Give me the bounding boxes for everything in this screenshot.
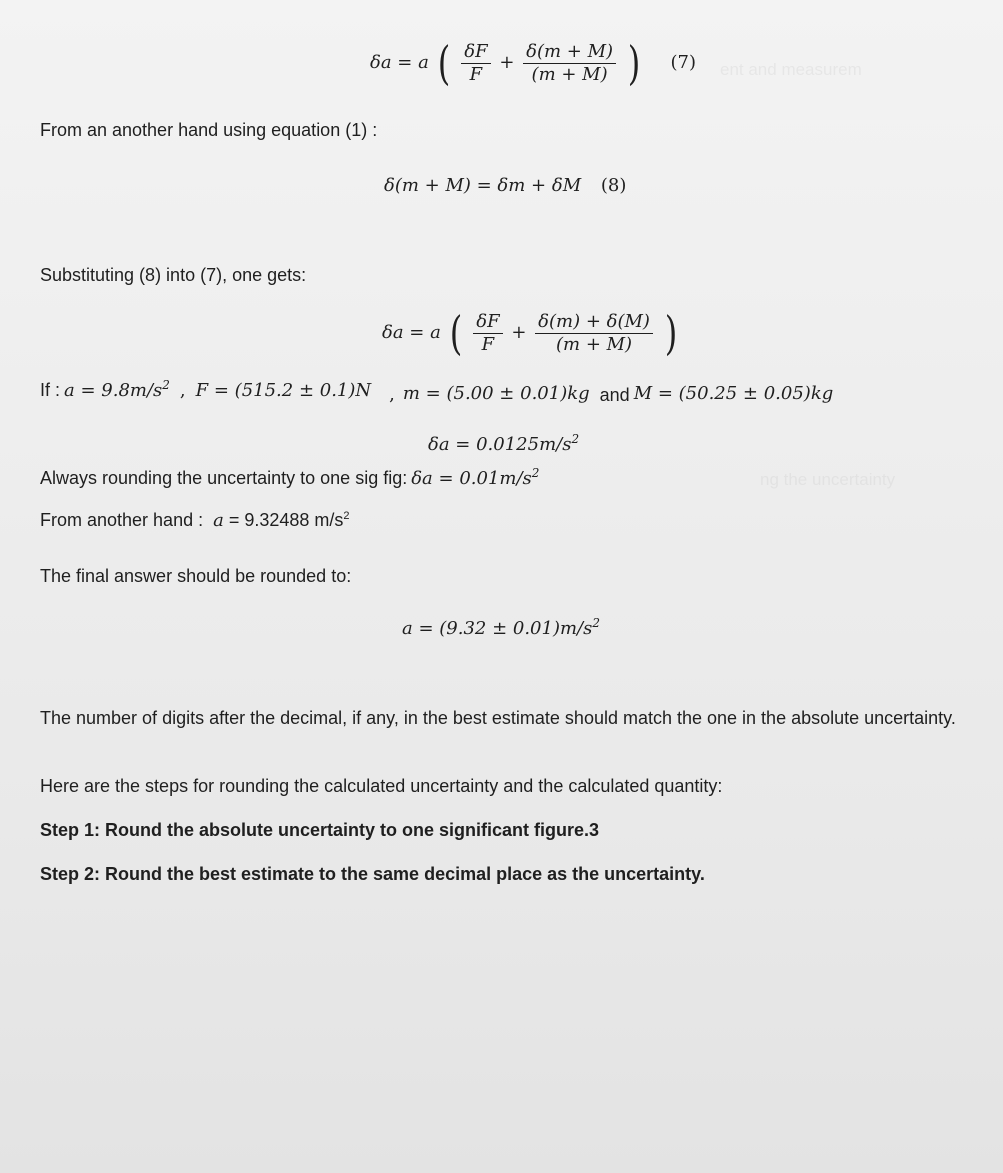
F-given: F = (515.2 ± 0.1)N (195, 380, 372, 401)
fraction-dF-over-F (473, 312, 502, 355)
eq7-lhs: δa = a (370, 52, 429, 73)
denominator: (m + M) (556, 333, 633, 355)
denominator: (m + M) (531, 63, 608, 85)
fraction-dF-over-F (461, 42, 490, 85)
numerator: δ(m) + δ(M) (535, 312, 653, 334)
left-paren: ( (437, 36, 450, 90)
eq-lhs: δa = a (382, 322, 441, 343)
if-label: If : (40, 380, 61, 400)
equation-7 (370, 36, 696, 90)
equation-substituted (382, 306, 680, 360)
rounding-label: Always rounding the uncertainty to one sig fig: (40, 468, 408, 488)
step-1: Step 1: Round the absolute uncertainty to one significant figure.3 (40, 820, 600, 840)
text-substituting: Substituting (8) into (7), one gets: (40, 265, 307, 285)
m-given: m = (5.00 ± 0.01)kg (402, 383, 590, 404)
final-answer-label: The final answer should be rounded to: (40, 566, 352, 586)
equation-number: (8) (600, 175, 627, 196)
M-given: M = (50.25 ± 0.05)kg (633, 383, 834, 404)
a-symbol: a (213, 510, 224, 531)
equation-number: (7) (670, 52, 696, 73)
note-rounding-steps: Here are the steps for rounding the calculated uncertainty and the calculated quantity: (40, 776, 723, 796)
delta-a-result: $\delta a = 0.0125m/s^2$ (428, 432, 580, 455)
a-computed-value: = 9.32488 $m/s^2$ (223, 510, 350, 530)
denominator: F (481, 333, 495, 355)
note-decimal-digits: The number of digits after the decimal, if any, in the best estimate should match the one in the absolute uncertainty. (40, 708, 956, 728)
numerator: δF (461, 42, 490, 64)
and-label: and (599, 385, 630, 405)
rounded-uncertainty: $\delta a = 0.01m/s^2$ (411, 466, 540, 489)
fraction-dm-dM-over-mM (535, 312, 653, 355)
eq8-expression: δ(m + M) = δm + δM (384, 175, 582, 196)
plus-sign: + (511, 322, 527, 343)
separator: , (389, 384, 395, 405)
denominator: F (469, 63, 483, 85)
text-another-hand: From an another hand using equation (1) : (40, 120, 378, 140)
another-hand-label: From another hand : (40, 510, 204, 530)
another-hand-line (40, 510, 350, 531)
a-given: $a = 9.8m/s^2$ (64, 378, 170, 401)
numerator: δ(m + M) (523, 42, 616, 64)
given-values-line (40, 378, 834, 405)
fraction-dmM-over-mM (523, 42, 616, 85)
right-paren: ) (627, 36, 641, 90)
right-paren: ) (664, 306, 677, 360)
equation-8 (384, 175, 626, 196)
rounding-line (40, 466, 539, 489)
numerator: δF (473, 312, 502, 334)
plus-sign: + (499, 52, 515, 73)
bleed-through-text: ent and measurem (720, 60, 862, 79)
bleed-through-text: ng the uncertainty (760, 470, 896, 489)
step-2: Step 2: Round the best estimate to the same decimal place as the uncertainty. (40, 864, 705, 884)
final-answer-equation: $a = (9.32 \pm 0.01)m/s^2$ (402, 616, 600, 639)
separator: , (179, 380, 186, 401)
left-paren: ( (449, 306, 462, 360)
